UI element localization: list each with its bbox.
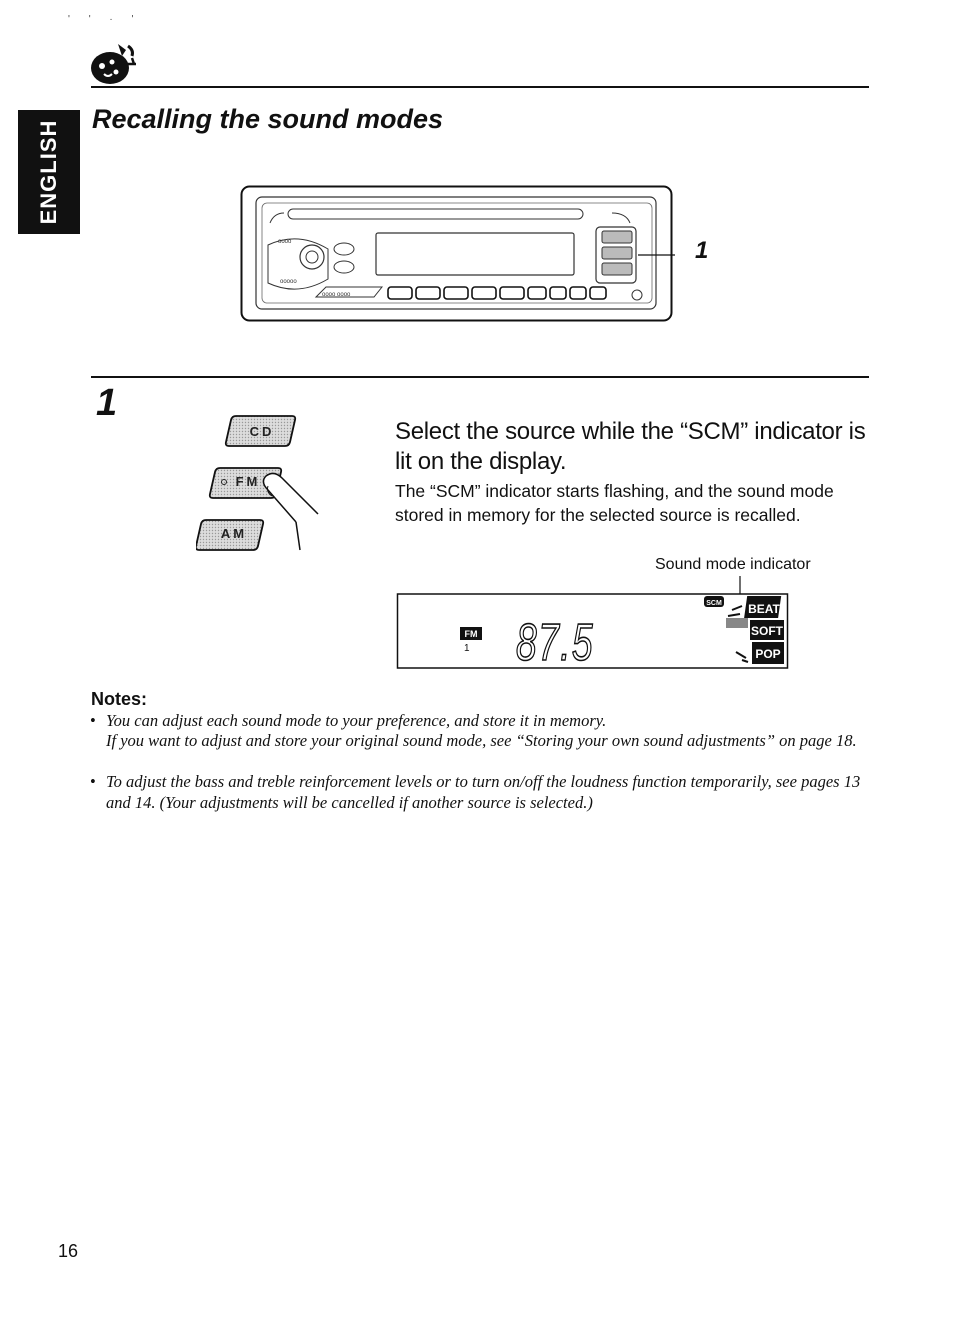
note-text: You can adjust each sound mode to your preference, and store it in memory. <box>106 711 607 730</box>
sound-mode-icon <box>88 36 142 88</box>
note-item-continued <box>106 731 876 752</box>
band-label: FM <box>464 629 478 639</box>
indicator-segment <box>726 618 748 628</box>
note-item: • You can adjust each sound mode to your preference, and store it in memory. <box>90 711 607 730</box>
car-stereo-illustration <box>240 185 675 323</box>
scm-label: SCM <box>706 600 722 607</box>
step-body: The “SCM” indicator starts flashing, and the sound mode stored in memory for the selected source is recalled. <box>395 481 834 525</box>
fm-button-label: FM <box>235 474 261 489</box>
header-rule <box>91 86 869 88</box>
band-number: 1 <box>464 643 470 654</box>
am-button-label: AM <box>220 526 248 541</box>
lcd-display-illustration <box>396 576 790 672</box>
step-heading: Select the source while the “SCM” indicator is lit on the display. <box>395 418 866 475</box>
mode-soft: SOFT <box>751 624 783 638</box>
svg-text:ooooo: ooooo <box>280 279 297 285</box>
notes-title: Notes: <box>91 689 148 709</box>
frequency-readout: 87.5 <box>516 614 594 672</box>
svg-text:oooo oooo: oooo oooo <box>322 292 351 298</box>
cd-button-label: CD <box>249 424 275 439</box>
mode-pop: POP <box>755 647 781 661</box>
page-number: 16 <box>58 1241 79 1261</box>
source-buttons-illustration <box>196 412 326 552</box>
language-tab <box>18 110 80 234</box>
callout-number: 1 <box>695 237 709 264</box>
section-title: Recalling the sound modes <box>92 104 444 134</box>
am-button[interactable] <box>196 520 263 550</box>
mode-beat: BEAT <box>748 602 780 616</box>
note-item: • To adjust the bass and treble reinforcement levels or to turn on/off the loudness function temporarily, see pages 13 and 14. (Your adjustments will be cancelled if another source is selected.) <box>90 772 861 812</box>
language-tab-label: ENGLISH <box>36 119 61 225</box>
finger-icon <box>263 473 318 550</box>
scan-marks: ' ' · ' <box>68 14 142 25</box>
svg-text:oooo: oooo <box>278 239 292 245</box>
cd-button[interactable] <box>226 416 295 446</box>
step-number: 1 <box>96 382 118 424</box>
step-rule <box>91 376 869 378</box>
sound-mode-indicator-label: Sound mode indicator <box>655 556 811 573</box>
note-text: If you want to adjust and store your original sound mode, see “Storing your own sound adjustments” on page 18. <box>106 731 857 750</box>
note-text: To adjust the bass and treble reinforcement levels or to turn on/off the loudness function temporarily, see pages 13 and 14. (Your adjustments will be cancelled if another source is selected.) <box>106 772 861 812</box>
